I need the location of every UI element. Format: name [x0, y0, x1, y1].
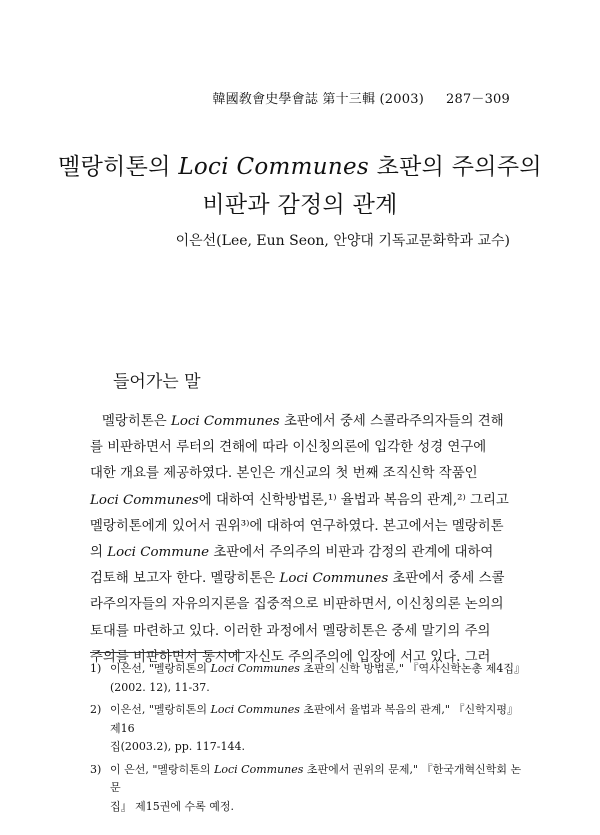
footnote-text: 집』 제15권에 수록 예정.: [110, 799, 234, 813]
footnote-number: 2): [90, 703, 102, 716]
footnote-text: 이은선, "멜랑히톤의 Loci Communes 초판의 신학 방법론," 『역사신학논총 제4집』: [110, 662, 525, 675]
body-text: [90, 409, 510, 671]
body-line: 주의를 비판하면서 동시에 자신도 주의주의에 입장에 서고 있다. 그러: [90, 649, 491, 665]
page-range: 287－309: [445, 92, 510, 107]
footnote: [90, 761, 530, 817]
footnote-text: 이 은선, "멜랑히톤의 Loci Communes 초판에서 권위의 문제," 『한국개혁신학회 논문: [110, 762, 522, 794]
body-line: 토대를 마련하고 있다. 이러한 과정에서 멜랑히톤은 중세 말기의 주의: [90, 623, 491, 639]
body-line: 를 비판하면서 루터의 견해에 따라 이신칭의론에 입각한 성경 연구에: [90, 440, 487, 456]
body-line: 멜랑히톤에게 있어서 권위³⁾에 대하여 연구하였다. 본고에서는 멜랑히톤: [90, 518, 504, 534]
footnote: [90, 660, 530, 697]
footnotes: [90, 660, 530, 820]
body-line: 대한 개요를 제공하였다. 본인은 개신교의 첫 번째 조직신학 작품인: [90, 466, 478, 482]
footnote-divider: [90, 652, 245, 653]
footnote-number: 3): [90, 762, 102, 776]
article-title-line-1: 멜랑히톤의 Loci Communes 초판의 주의주의: [58, 154, 542, 180]
section-heading: 들어가는 말: [113, 372, 201, 392]
author-line: 이은선(Lee, Eun Seon, 안양대 기독교문화학과 교수): [175, 233, 510, 249]
body-line: 멜랑히톤은 Loci Communes 초판에서 중세 스콜라주의자들의 견해: [102, 414, 504, 429]
body-line: 의 Loci Commune 초판에서 주의주의 비판과 감정의 관계에 대하여: [90, 545, 494, 561]
body-line: Loci Communes에 대하여 신학방법론,¹⁾ 율법과 복음의 관계,²⁾ 그리고: [90, 492, 509, 508]
footnote: [90, 701, 530, 757]
footnote-text: (2002. 12), 11-37.: [110, 680, 210, 694]
journal-header: [212, 88, 510, 107]
body-line: 검토해 보고자 한다. 멜랑히톤은 Loci Communes 초판에서 중세 스콜: [90, 571, 505, 587]
journal-name: 韓國敎會史學會誌 第十三輯 (2003): [212, 92, 424, 107]
footnote-text: 집(2003.2), pp. 117-144.: [110, 740, 245, 753]
article-title-line-2: 비판과 감정의 관계: [202, 192, 398, 218]
footnote-text: 이은선, "멜랑히톤의 Loci Communes 초판에서 율법과 복음의 관계," 『신학지평』 제16: [110, 703, 518, 735]
footnote-number: 1): [90, 662, 102, 675]
body-line: 라주의자들의 자유의지론을 집중적으로 비판하면서, 이신칭의론 논의의: [90, 597, 504, 613]
